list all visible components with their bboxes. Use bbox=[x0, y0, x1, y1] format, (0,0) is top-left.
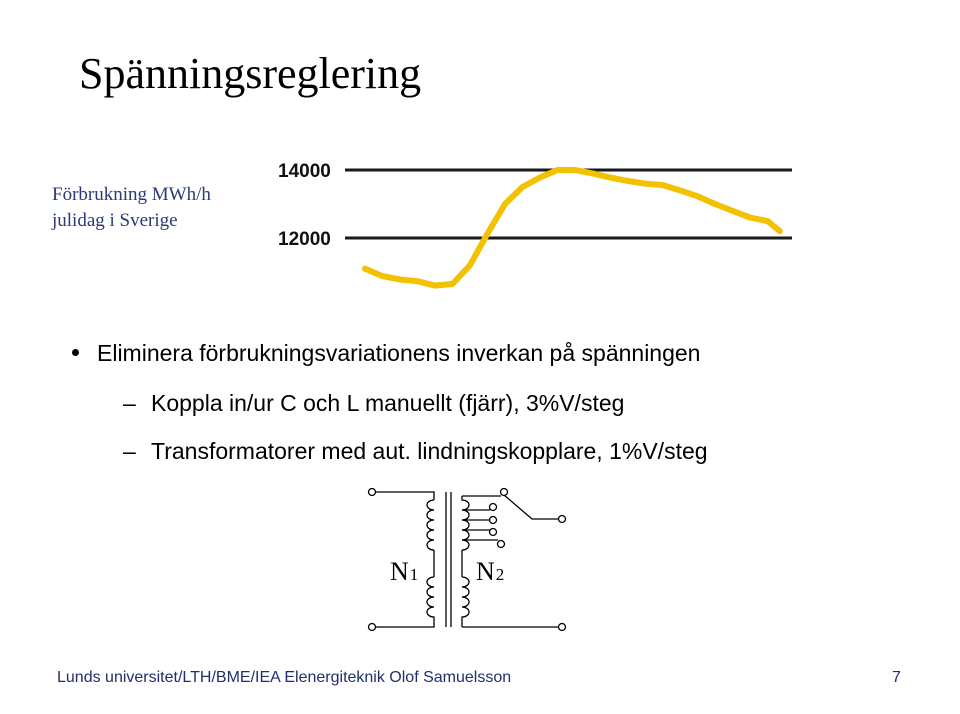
tap-terminal bbox=[490, 504, 497, 511]
page-number: 7 bbox=[892, 669, 901, 686]
consumption-chart bbox=[270, 150, 800, 310]
caption-line-2: julidag i Sverige bbox=[52, 210, 178, 231]
sub-item-1 bbox=[123, 388, 624, 418]
sub-item-2 bbox=[123, 436, 708, 466]
sub-item-text: Koppla in/ur C och L manuellt (fjärr), 3%V/steg bbox=[151, 390, 625, 416]
primary-coil bbox=[427, 500, 434, 619]
sub-item-text: Transformatorer med aut. lindningskopplare, 1%V/steg bbox=[151, 438, 708, 464]
secondary-coil bbox=[462, 496, 469, 627]
label-n1: N1 bbox=[390, 557, 419, 586]
footer-text: Lunds universitet/LTH/BME/IEA Elenergiteknik Olof Samuelsson bbox=[57, 669, 512, 686]
tap-terminal bbox=[501, 489, 508, 496]
bullet-dot bbox=[72, 349, 79, 356]
caption-line-1: Förbrukning MWh/h bbox=[52, 184, 211, 205]
terminal-circle bbox=[369, 624, 376, 631]
chart-y-tick-label: 14000 bbox=[278, 161, 331, 182]
slide-title: Spänningsreglering bbox=[79, 49, 422, 98]
chart-y-tick-label: 12000 bbox=[278, 229, 331, 250]
tap-terminal bbox=[490, 517, 497, 524]
primary-top-lead bbox=[376, 492, 435, 500]
bullet-main bbox=[72, 338, 700, 368]
transformer-tap-changer-diagram bbox=[362, 482, 577, 632]
chart-caption bbox=[52, 182, 211, 234]
tap-terminal bbox=[498, 541, 505, 548]
primary-bottom-lead bbox=[376, 619, 435, 627]
output-terminal bbox=[559, 624, 566, 631]
output-terminal bbox=[559, 516, 566, 523]
sub-item-dash: – bbox=[123, 390, 136, 416]
label-n2: N2 bbox=[476, 557, 505, 586]
tap-terminal bbox=[490, 529, 497, 536]
bullet-text: Eliminera förbrukningsvariationens inverkan på spänningen bbox=[97, 340, 701, 366]
chart-series-line bbox=[365, 170, 780, 286]
terminal-circle bbox=[369, 489, 376, 496]
sub-item-dash: – bbox=[123, 438, 136, 464]
tap-switch-arm bbox=[504, 495, 559, 519]
